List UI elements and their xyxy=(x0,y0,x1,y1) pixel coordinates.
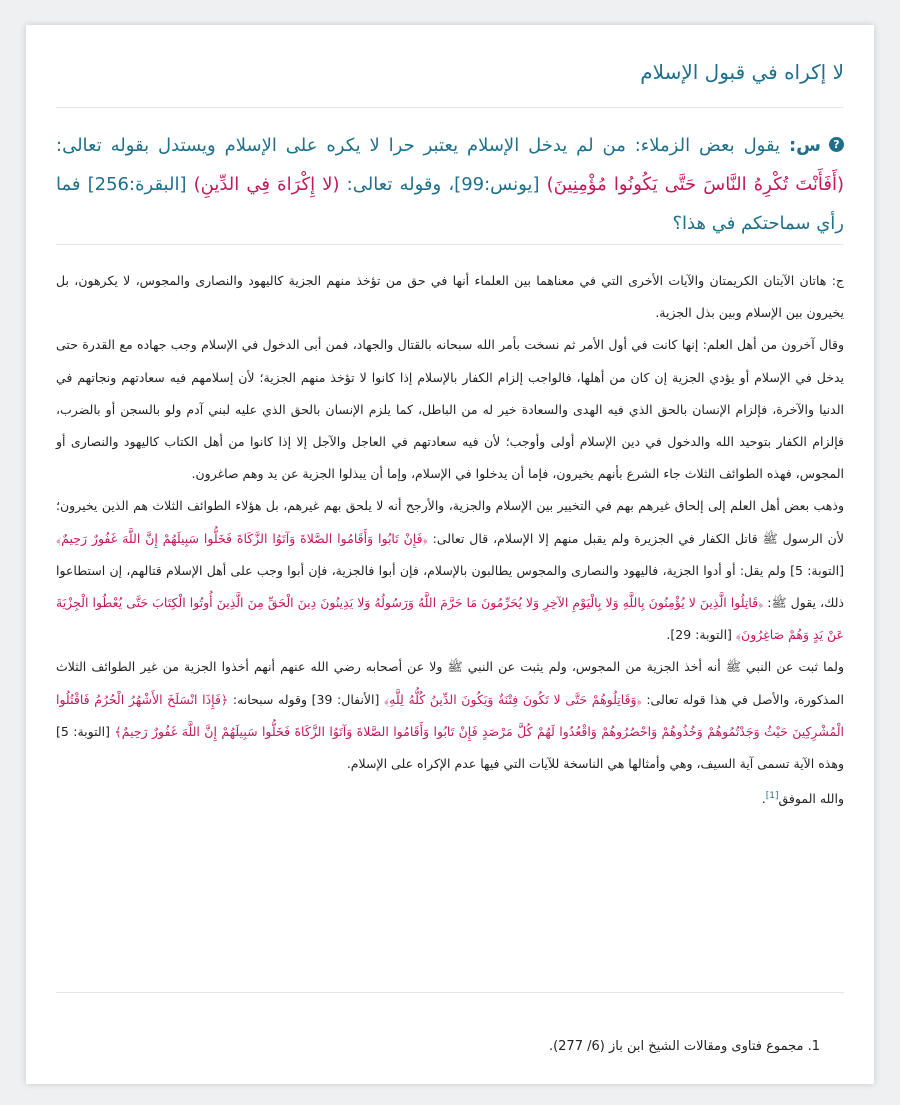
answer-text: [التوبة: 5] ولم يقل: أو أدوا الجزية، فاليهود والنصارى والمجوس يطالبون بالإسلام، فإن أبوا فالجزية، فإن أبوا وجب على أهل الإسلام قتالهم، إن استطاعوا ذلك، يقول ﷺ: xyxy=(56,562,844,611)
answer-text: وذهب بعض أهل العلم إلى إلحاق غيرهم بهم في التخيير بين الإسلام والجزية، والأرجح أنه لا يلحق بهم غيرهم، بل هؤلاء الطوائف الثلاث هم الذين يخيرون؛ لأن الرسول ﷺ قاتل الكفار في الجزيرة ولم يقبل منهم إلا الإسلام، قال تعالى: xyxy=(56,498,844,546)
footnote-ref-link[interactable]: [1] xyxy=(765,791,779,802)
footnote: 1. مجموع فتاوى ومقالات الشيخ ابن باز (6/ 277). xyxy=(548,1039,820,1054)
article-card xyxy=(26,25,874,1084)
answer-text: ولما ثبت عن النبي ﷺ أنه أخذ الجزية من المجوس، ولم يثبت عن النبي ﷺ ولا عن أصحابه رضي الله عنهم أنهم أخذوا الجزية من غير الطوائف الثلاث المذكورة، والأصل في هذا قوله تعالى: xyxy=(56,659,844,707)
answer-text: [الأنفال: 39] وقوله سبحانه: xyxy=(228,691,385,707)
page-title: لا إكراه في قبول الإسلام xyxy=(640,60,844,84)
quran-verse: (لا إِكْرَاهَ فِي الدِّينِ) xyxy=(193,174,340,195)
question-label: س: xyxy=(788,135,821,156)
answer-paragraph: ج: هاتان الآيتان الكريمتان والآيات الأخرى التي في معناهما بين العلماء أنها في حق من تؤخذ منهم الجزية كاليهود والنصارى والمجوس، لا يكرهون، بل يخيرون بين الإسلام وبين بذل الجزية. xyxy=(56,273,844,321)
question-block xyxy=(56,108,844,244)
verse-reference: [البقرة:256] فما رأي سماحتكم في هذا؟ xyxy=(56,174,844,234)
quran-verse: ﴿فَإِنْ تَابُوا وَأَقَامُوا الصَّلاةَ وَآتَوُا الزَّكَاةَ فَخَلُّوا سَبِيلَهُمْ إِنَّ اللَّهَ غَفُورٌ رَحِيمٌ﴾ xyxy=(56,530,428,546)
answer-text: [التوبة: 5] وهذه الآية تسمى آية السيف، وهي وأمثالها هي الناسخة للآيات التي فيها عدم الإكراه على الإسلام. xyxy=(56,723,844,772)
quran-verse: ﴿فَإِذَا انْسَلَخَ الأَشْهُرُ الْحُرُمُ فَاقْتُلُوا الْمُشْرِكِينَ حَيْثُ وَجَدْتُمُوهُمْ وَخُذُوهُمْ وَاحْصُرُوهُمْ وَاقْعُدُوا لَهُمْ كُلَّ مَرْصَدٍ فَإِنْ تَابُوا وَأَقَامُوا الصَّلاةَ وَآتَوُا الزَّكَاةَ فَخَلُّوا سَبِيلَهُمْ إِنَّ اللَّهَ غَفُورٌ رَحِيمٌ﴾ xyxy=(56,691,844,739)
quran-verse: ﴿وَقَاتِلُوهُمْ حَتَّى لا تَكُونَ فِتْنَةٌ وَيَكُونَ الدِّينُ كُلُّهُ لِلَّهِ﴾ xyxy=(384,691,642,707)
quran-verse: (أَفَأَنْتَ تُكْرِهُ النَّاسَ حَتَّى يَكُونُوا مُؤْمِنِينَ) xyxy=(546,174,845,195)
question-icon: ? xyxy=(829,137,844,152)
answer-block xyxy=(56,245,844,816)
article-content xyxy=(56,25,844,816)
verse-reference: [يونس:99]، وقوله تعالى: xyxy=(339,174,547,195)
quran-verse: ﴿قَاتِلُوا الَّذِينَ لا يُؤْمِنُونَ بِاللَّهِ وَلا بِالْيَوْمِ الآخِرِ وَلا يُحَرِّمُونَ مَا حَرَّمَ اللَّهُ وَرَسُولُهُ وَلا يَدِينُونَ دِينَ الْحَقِّ مِنَ الَّذِينَ أُوتُوا الْكِتَابَ حَتَّى يُعْطُوا الْجِزْيَةَ عَنْ يَدٍ وَهُمْ صَاغِرُونَ﴾ xyxy=(56,595,844,643)
answer-closing xyxy=(56,780,844,815)
answer-text: والله الموفق xyxy=(778,791,844,807)
answer-text: . xyxy=(761,791,766,807)
answer-text: [التوبة: 29]. xyxy=(666,627,736,643)
answer-paragraph xyxy=(56,490,844,651)
question-text: يقول بعض الزملاء: من لم يدخل الإسلام يعتبر حرا لا يكره على الإسلام ويستدل بقوله تعالى: xyxy=(56,135,789,156)
divider xyxy=(56,992,844,993)
answer-paragraph: وقال آخرون من أهل العلم: إنها كانت في أول الأمر ثم نسخت بأمر الله سبحانه بالقتال والجهاد، فمن أبى الدخول في الإسلام وجب جهاده مع القدرة حتى يدخل في الإسلام أو يؤدي الجزية إن كان من أهلها، فالواجب إلزام الكفار بالإسلام إذا كانوا لا تؤخذ منهم الجزية؛ لأن إسلامهم فيه سعادتهم ونجاتهم في الدنيا والآخرة، فإلزام الإنسان بالحق الذي فيه الهدى والسعادة خير له من الباطل، كما يلزم الإنسان بالحق الذي عليه لبني آدم ولو بالسجن أو بالضرب، فإلزام الكفار بتوحيد الله والدخول في دين الإسلام أولى وأوجب؛ لأن فيه سعادتهم في العاجل والآجل إلا إذا كانوا من أهل الكتاب كاليهود والنصارى أو المجوس، فهذه الطوائف الثلاث جاء الشرع بأنهم يخيرون، فإما أن يدخلوا في الإسلام، وإما أن يبذلوا الجزية عن يد وهم صاغرون. xyxy=(56,337,844,482)
answer-paragraph xyxy=(56,651,844,780)
